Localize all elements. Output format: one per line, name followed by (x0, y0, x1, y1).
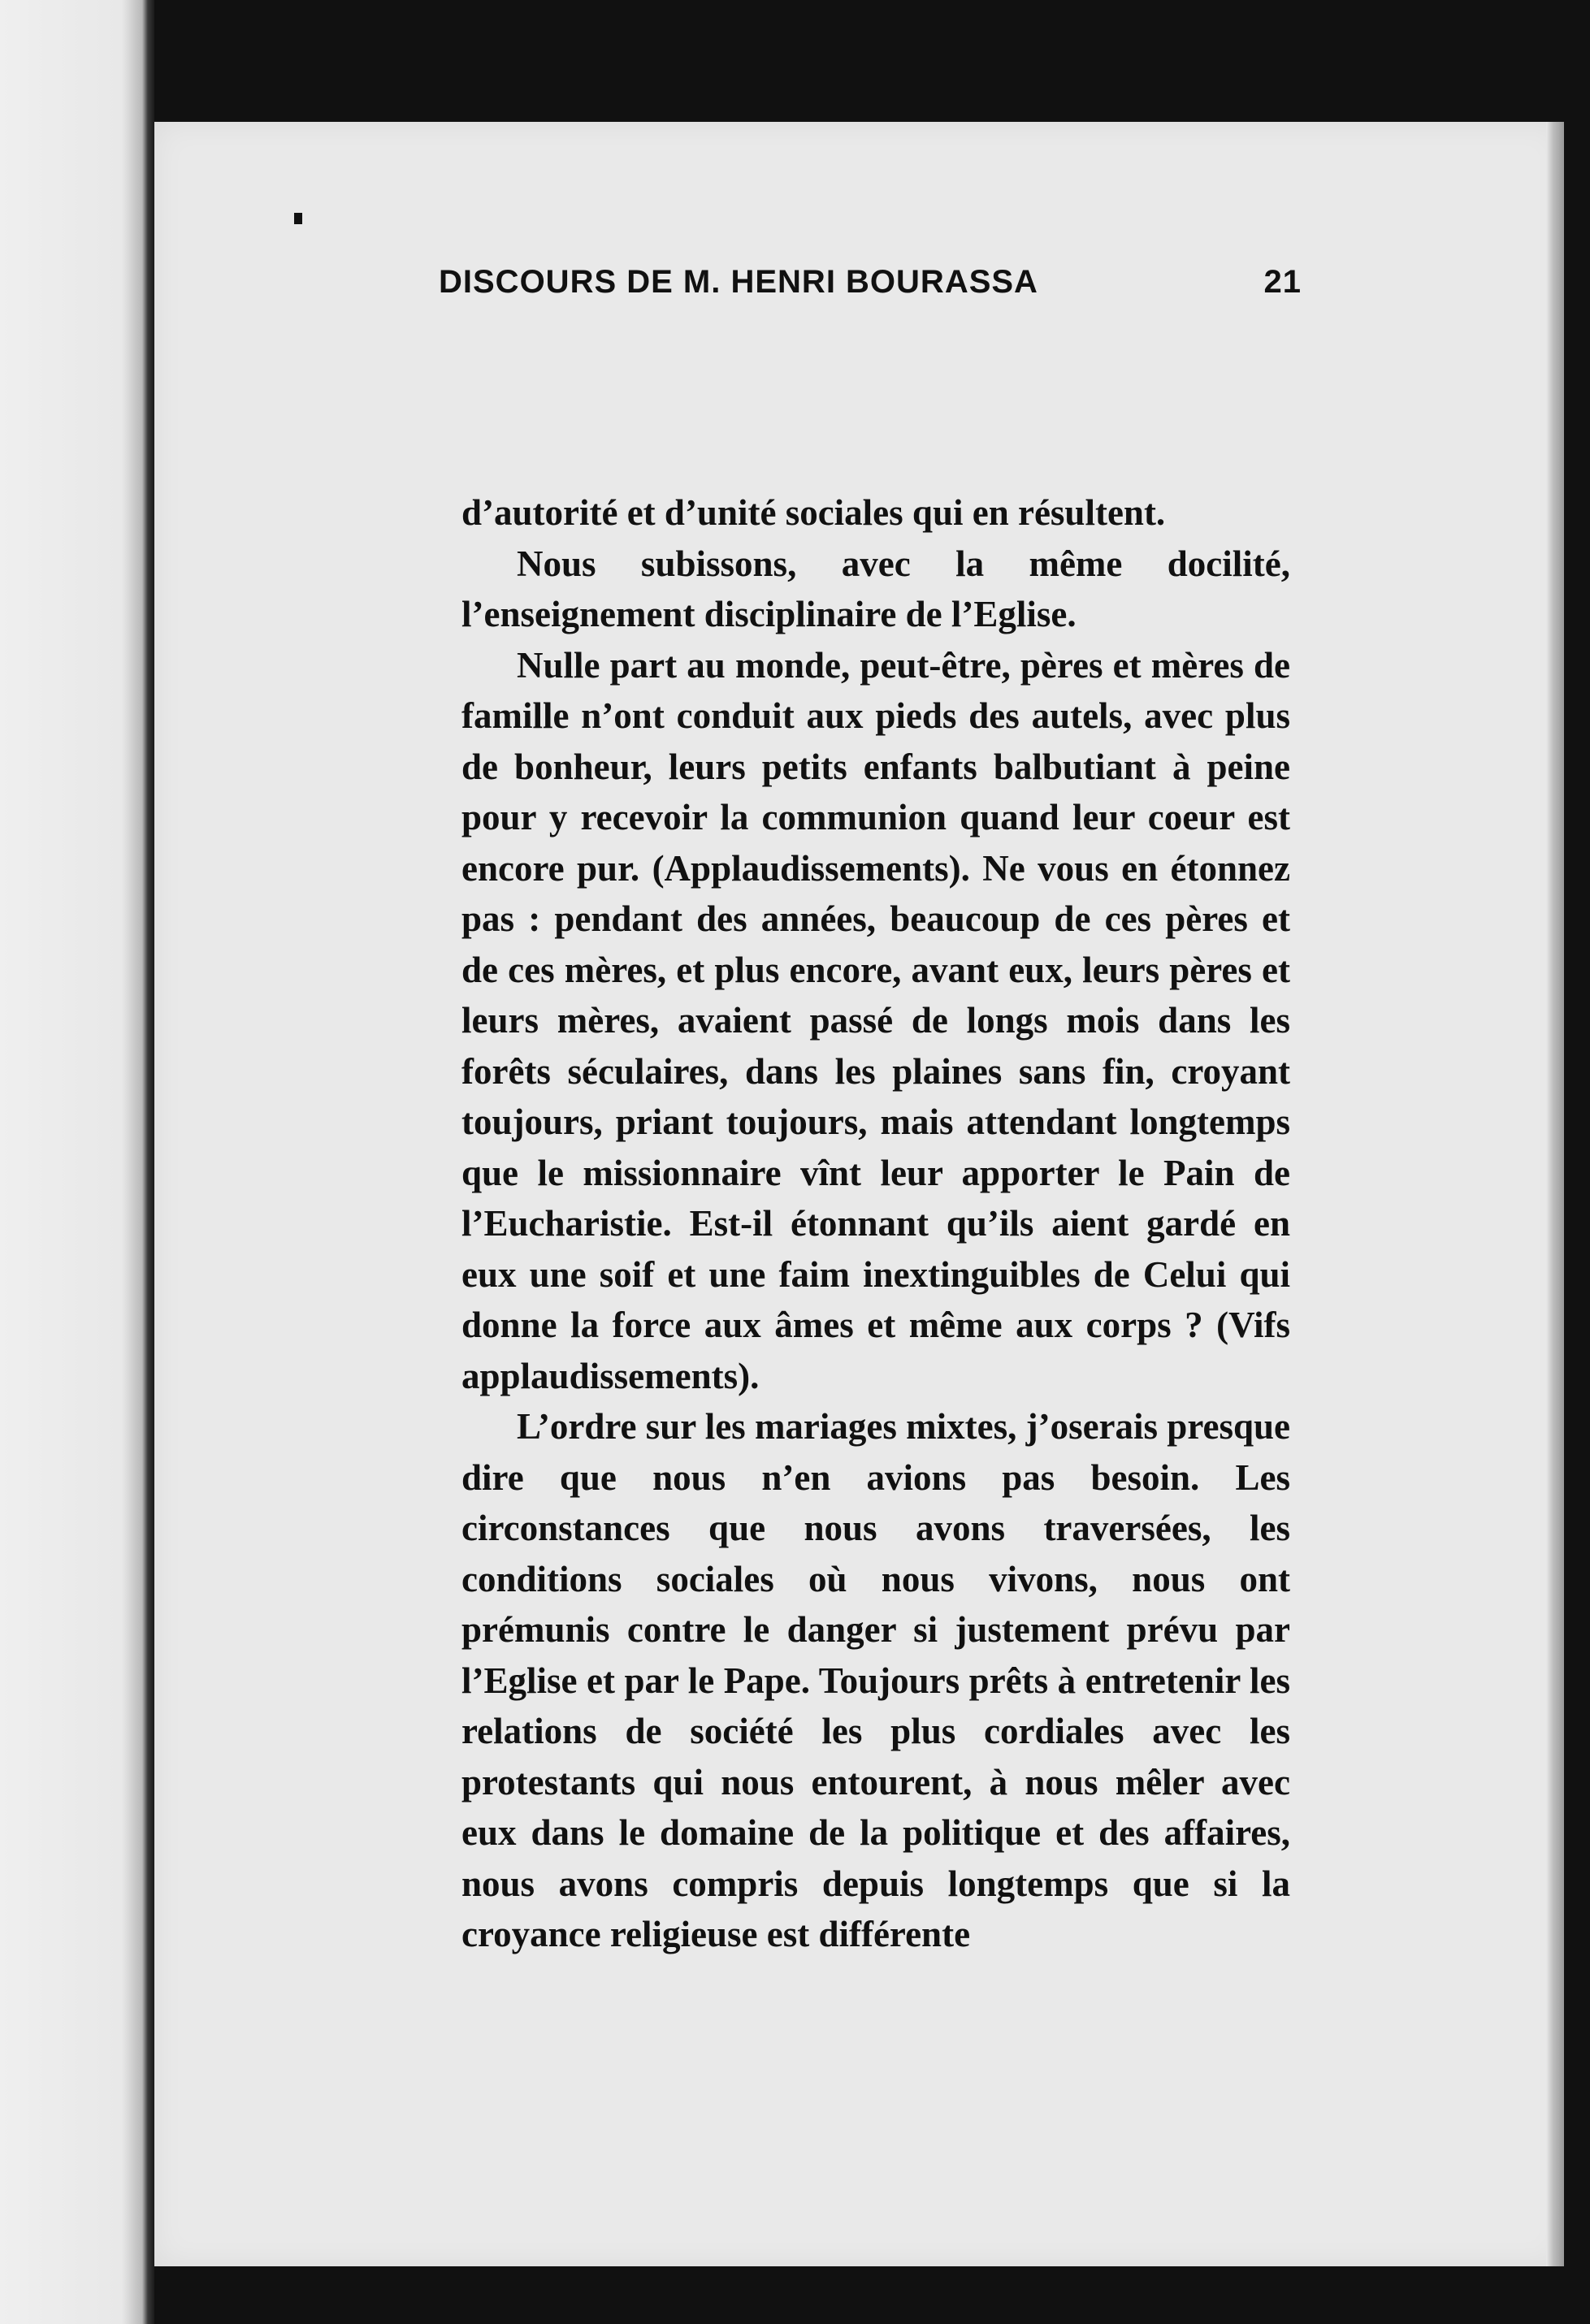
page-right-edge (1546, 122, 1564, 2266)
running-head (439, 264, 1302, 305)
page-number: 21 (1263, 264, 1302, 300)
scan-left-edge (0, 0, 154, 2324)
running-title: DISCOURS DE M. HENRI BOURASSA (439, 264, 1038, 300)
paragraph-continuation: d’autorité et d’unité sociales qui en résultent. (461, 492, 1166, 533)
paragraph: Nulle part au monde, peut-être, pères et mères de famille n’ont conduit aux pieds des autels, avec plus de bonheur, leurs petits enfants balbutiant à peine pour y recevoir la communion quand leur coeur est encore pur. (Applaudissements). Ne vous en étonnez pas : pendant des années, beaucoup de ces pères et de ces mères, et plus encore, avant eux, leurs pères et leurs mères, avaient passé de longs mois dans les forêts séculaires, dans les plaines sans fin, croyant toujours, priant toujours, mais attendant longtemps que le missionnaire vînt leur apporter le Pain de l’Eucharistie. Est-il étonnant qu’ils aient gardé en eux une soif et une faim inextinguibles de Celui qui donne la force aux âmes et même aux corps ? (Vifs applaudissements). (461, 644, 1290, 1396)
ink-mark (294, 213, 302, 224)
paragraph: Nous subissons, avec la même docilité, l’enseignement disciplinaire de l’Eglise. (461, 543, 1290, 634)
body-text (461, 487, 1290, 1960)
paragraph: L’ordre sur les mariages mixtes, j’oserais presque dire que nous n’en avions pas besoin. Les circonstances que nous avons traversées, les conditions sociales où nous vivons, nous ont prémunis contre le danger si justement prévu par l’Eglise et par le Pape. Toujours prêts à entretenir les relations de société les plus cordiales avec les protestants qui nous entourent, à nous mêler avec eux dans le domaine de la politique et des affaires, nous avons compris depuis longtemps que si la croyance religieuse est différente (461, 1406, 1290, 1954)
